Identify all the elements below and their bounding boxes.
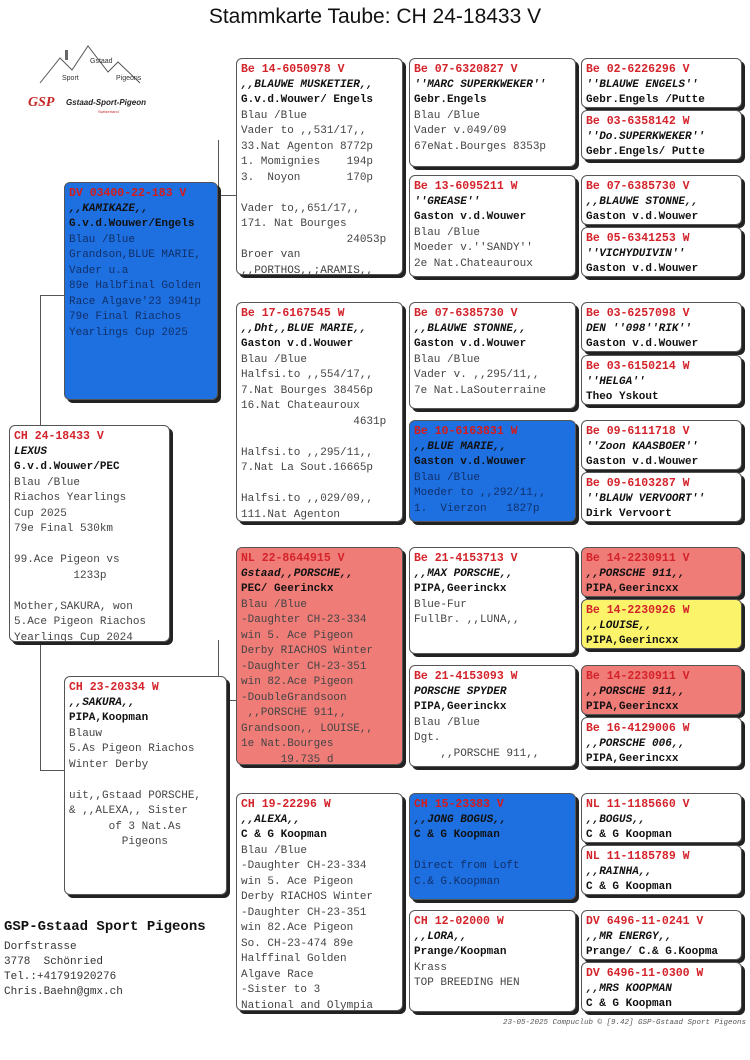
pigeon-name: ,,KAMIKAZE,, xyxy=(69,202,149,215)
pigeon-card-ds-dam[interactable] xyxy=(409,665,576,767)
pigeon-name: LEXUS xyxy=(14,445,48,458)
pigeon-owner: Prange/Koopman xyxy=(414,946,507,958)
pigeon-card-dam-dam[interactable] xyxy=(236,793,403,1011)
club-name: GSP-Gstaad Sport Pigeons xyxy=(4,919,206,935)
ring-number: Be 09-6111718 V xyxy=(586,425,690,438)
pigeon-card-gen4-13[interactable] xyxy=(581,793,742,843)
pigeon-owner: Gaston v.d.Wouwer xyxy=(586,263,699,275)
pigeon-card-dam[interactable] xyxy=(64,676,227,895)
ring-number: NL 22-8644915 V xyxy=(241,552,345,565)
pigeon-name: ,,JONG BOGUS,, xyxy=(414,813,507,826)
pigeon-owner: PIPA,Geerinckx xyxy=(414,701,507,713)
pigeon-card-gen4-2[interactable] xyxy=(581,110,742,160)
pigeon-card-gen4-14[interactable] xyxy=(581,845,742,895)
pigeon-name: ''MARC SUPERKWEKER'' xyxy=(414,78,547,91)
logo-country: Switzerland xyxy=(98,109,119,114)
pigeon-owner: Dirk Vervoort xyxy=(586,508,672,520)
pigeon-owner: PEC/ Geerinckx xyxy=(241,583,334,595)
pigeon-name: PORSCHE SPYDER xyxy=(414,685,507,698)
pigeon-card-dam-sire[interactable] xyxy=(236,547,403,765)
ring-number: Be 16-4129006 W xyxy=(586,722,690,735)
pigeon-notes: Blau /Blue Vader to ,,531/17,, 33.Nat Agenton 8772p 1. Momignies 194p 3. Noyon 170p Vader to,,651/17,, 171. Nat Bourges 24053p Broer van ,,PORTHOS,,;ARAMIS,, xyxy=(241,109,387,275)
pigeon-owner: C & G Koopman xyxy=(586,829,672,841)
pigeon-card-gen4-5[interactable] xyxy=(581,302,742,352)
connector-line xyxy=(40,295,64,296)
pigeon-card-ss-dam[interactable] xyxy=(409,175,576,277)
pigeon-name: ''Do.SUPERKWEKER'' xyxy=(586,130,705,143)
pigeon-owner: PIPA,Geerinckx xyxy=(414,583,507,595)
pigeon-owner: C & G Koopman xyxy=(241,829,327,841)
pigeon-name: ,,SAKURA,, xyxy=(69,696,136,709)
ring-number: DV 6496-11-0241 V xyxy=(586,915,704,928)
pigeon-owner: G.v.d.Wouwer/Engels xyxy=(69,218,195,230)
pigeon-owner: C & G Koopman xyxy=(586,998,672,1010)
pigeon-card-sire[interactable] xyxy=(64,182,218,400)
pigeon-notes: Blau /Blue Moeder v.''SANDY'' 2e Nat.Chateauroux xyxy=(414,226,533,270)
pigeon-owner: G.v.d.Wouwer/ Engels xyxy=(241,94,374,106)
ring-number: Be 03-6150214 W xyxy=(586,360,690,373)
pigeon-card-dd-dam[interactable] xyxy=(409,910,576,1012)
ring-number: Be 07-6320827 V xyxy=(414,63,518,76)
ring-number: CH 24-18433 V xyxy=(14,430,104,443)
pigeon-card-gen4-16[interactable] xyxy=(581,962,742,1012)
ring-number: DV 6496-11-0300 W xyxy=(586,967,704,980)
pigeon-card-gen4-10[interactable] xyxy=(581,599,742,649)
pigeon-card-gen4-6[interactable] xyxy=(581,355,742,405)
ring-number: Be 09-6103287 W xyxy=(586,477,690,490)
ring-number: Be 03-6257098 V xyxy=(586,307,690,320)
pigeon-name: ,,BLAUWE STONNE,, xyxy=(414,322,527,335)
pigeon-notes: Blau /Blue Grandson,BLUE MARIE, Vader u.a 89e Halbfinal Golden Race Algave'23 3941p 79e Final Riachos Yearlings Cup 2025 xyxy=(69,233,202,339)
connector-line xyxy=(218,195,236,196)
logo-gstaad-word: Gstaad xyxy=(90,58,113,65)
ring-number: Be 14-2230926 W xyxy=(586,604,690,617)
pigeon-owner: G.v.d.Wouwer/PEC xyxy=(14,461,120,473)
ring-number: Be 03-6358142 W xyxy=(586,115,690,128)
pigeon-card-gen4-11[interactable] xyxy=(581,665,742,715)
pigeon-name: ,,BLAUWE MUSKETIER,, xyxy=(241,78,374,91)
pigeon-owner: Gaston v.d.Wouwer xyxy=(586,456,699,468)
pigeon-card-sire-dam[interactable] xyxy=(236,302,403,522)
pigeon-owner: Gaston v.d.Wouwer xyxy=(414,338,527,350)
pigeon-owner: Gaston v.d.Wouwer xyxy=(241,338,354,350)
pigeon-owner: Prange/ C.& G.Koopma xyxy=(586,946,719,958)
pigeon-card-gen4-15[interactable] xyxy=(581,910,742,960)
pigeon-notes: Krass TOP BREEDING HEN xyxy=(414,961,520,989)
ring-number: Be 21-4153713 V xyxy=(414,552,518,565)
pigeon-name: ''VICHYDUIVIN'' xyxy=(586,247,686,260)
pigeon-notes: Blau /Blue Moeder to ,,292/11,, 1. Vierzon 1827p xyxy=(414,471,547,515)
pigeon-owner: PIPA,Geerincxx xyxy=(586,583,679,595)
ring-number: Be 13-6095211 W xyxy=(414,180,518,193)
pigeon-name: ,,MRS KOOPMAN xyxy=(586,982,672,995)
pigeon-name: ,,ALEXA,, xyxy=(241,813,301,826)
pigeon-notes: Blue-Fur FullBr. ,,LUNA,, xyxy=(414,598,520,626)
pigeon-name: ''Zoon KAASBOER'' xyxy=(586,440,699,453)
logo-name: Gstaad-Sport-Pigeon xyxy=(66,98,147,107)
pigeon-name: ,,BLAUWE STONNE,, xyxy=(586,195,699,208)
ring-number: NL 11-1185789 W xyxy=(586,850,690,863)
logo-pigeons-word: Pigeons xyxy=(116,75,142,82)
ring-number: Be 02-6226296 V xyxy=(586,63,690,76)
pigeon-notes: Blau /Blue Dgt. ,,PORSCHE 911,, xyxy=(414,716,540,760)
pigeon-owner: C & G Koopman xyxy=(414,829,500,841)
ring-number: NL 11-1185660 V xyxy=(586,798,690,811)
pigeon-card-ss-sire[interactable] xyxy=(409,58,576,167)
software-credit: 23-05-2025 Compuclub © [9.42] GSP-Gstaad Sport Pigeons xyxy=(502,1019,746,1027)
pigeon-card-sd-sire[interactable] xyxy=(409,302,576,409)
mountain-logo-icon xyxy=(20,38,160,128)
ring-number: Be 07-6385730 V xyxy=(414,307,518,320)
pigeon-name: ,,LOUISE,, xyxy=(586,619,653,632)
logo-abbr: GSP xyxy=(28,95,55,110)
pigeon-notes: Blau /Blue Riachos Yearlings Cup 2025 79e Final 530km 99.Ace Pigeon vs 1233p Mother,SAKURA, won 5.Ace Pigeon Riachos Yearlings Cup 2024 xyxy=(14,476,147,642)
pigeon-owner: Gebr.Engels xyxy=(414,94,487,106)
pigeon-owner: Gaston v.d.Wouwer xyxy=(586,338,699,350)
pigeon-card-dd-sire[interactable] xyxy=(409,793,576,900)
pigeon-name: ''BLAUW VERVOORT'' xyxy=(586,492,705,505)
ring-number: Be 14-2230911 V xyxy=(586,552,690,565)
pigeon-card-subject[interactable] xyxy=(9,425,170,642)
pigeon-name: ,,RAINHA,, xyxy=(586,865,653,878)
ring-number: CH 15-23383 V xyxy=(414,798,504,811)
pigeon-notes: Blau /Blue Vader v.049/09 67eNat.Bourges 8353p xyxy=(414,109,547,153)
ring-number: Be 05-6341253 W xyxy=(586,232,690,245)
pigeon-owner: Gebr.Engels/ Putte xyxy=(586,146,705,158)
pigeon-name: ,,PORSCHE 911,, xyxy=(586,685,686,698)
pigeon-owner: Gaston v.d.Wouwer xyxy=(414,456,527,468)
pigeon-owner: Gaston v.d.Wouwer xyxy=(414,211,527,223)
logo-sport-word: Sport xyxy=(62,75,79,82)
pigeon-name: ,,MAX PORSCHE,, xyxy=(414,567,514,580)
connector-line xyxy=(40,642,41,770)
pigeon-name: DEN ''098''RIK'' xyxy=(586,322,692,335)
connector-line xyxy=(218,140,219,330)
pigeon-card-ds-sire[interactable] xyxy=(409,547,576,654)
pigeon-card-gen4-9[interactable] xyxy=(581,547,742,597)
ring-number: Be 07-6385730 V xyxy=(586,180,690,193)
pigeon-name: ,,BOGUS,, xyxy=(586,813,646,826)
connector-line xyxy=(40,295,41,425)
pigeon-notes: Blau /Blue Vader v. ,,295/11,, 7e Nat.LaSouterraine xyxy=(414,353,547,397)
club-address: Dorfstrasse 3778 Schönried Tel.:+41791920276 Chris.Baehn@gmx.ch xyxy=(4,941,123,998)
ring-number: DV 03400-22-183 V xyxy=(69,187,187,200)
pigeon-owner: PIPA,Geerincxx xyxy=(586,701,679,713)
pigeon-owner: Gebr.Engels /Putte xyxy=(586,94,705,106)
pigeon-card-gen4-12[interactable] xyxy=(581,717,742,767)
club-logo xyxy=(20,38,160,128)
pigeon-owner: Theo Yskout xyxy=(586,391,659,403)
pigeon-owner: PIPA,Geerincxx xyxy=(586,753,679,765)
pigeon-card-gen4-4[interactable] xyxy=(581,227,742,277)
pigeon-owner: C & G Koopman xyxy=(586,881,672,893)
ring-number: Be 21-4153093 W xyxy=(414,670,518,683)
pigeon-notes: Blau /Blue -Daughter CH-23-334 win 5. Ace Pigeon Derby RIACHOS Winter -Daughter CH-23-351 win 82.Ace Pigeon So. CH-23-474 89e Halffinal Golden Algave Race -Sister to 3 National and Olympia xyxy=(241,844,374,1011)
pigeon-card-gen4-1[interactable] xyxy=(581,58,742,108)
pigeon-name: ,,Dht,,BLUE MARIE,, xyxy=(241,322,367,335)
connector-line xyxy=(40,770,64,771)
pigeon-notes: Blau /Blue Halfsi.to ,,554/17,, 7.Nat Bourges 38456p 16.Nat Chateauroux 4631p Halfsi.to ,,295/11,, 7.Nat La Sout.16665p Halfsi.to ,,029/09,, 111.Nat Agenton xyxy=(241,353,387,521)
pigeon-name: ''HELGA'' xyxy=(586,375,646,388)
pigeon-owner: PIPA,Koopman xyxy=(69,712,149,724)
pigeon-name: ,,PORSCHE 911,, xyxy=(586,567,686,580)
ring-number: CH 23-20334 W xyxy=(69,681,159,694)
pigeon-name: ,,BLUE MARIE,, xyxy=(414,440,507,453)
pigeon-card-sd-dam[interactable] xyxy=(409,420,576,522)
pigeon-name: ''GREASE'' xyxy=(414,195,481,208)
pigeon-name: ,,PORSCHE 006,, xyxy=(586,737,686,750)
ring-number: Be 17-6167545 W xyxy=(241,307,345,320)
pigeon-notes: Blauw 5.As Pigeon Riachos Winter Derby uit,,Gstaad PORSCHE, & ,,ALEXA,, Sister of 3 Nat.As Pigeons xyxy=(69,727,202,848)
pigeon-card-gen4-8[interactable] xyxy=(581,472,742,522)
pigeon-card-gen4-3[interactable] xyxy=(581,175,742,225)
ring-number: Be 10-6163831 W xyxy=(414,425,518,438)
pigeon-notes: Blau /Blue -Daughter CH-23-334 win 5. Ace Pigeon Derby RIACHOS Winter -Daughter CH-23-351 win 82.Ace Pigeon -DoubleGrandsoon ,,PORSCHE 911,, Grandsoon,, LOUISE,, 1e Nat.Bourges 19.735 d xyxy=(241,598,374,765)
pigeon-owner: Gaston v.d.Wouwer xyxy=(586,211,699,223)
page-title: Stammkarte Taube: CH 24-18433 V xyxy=(208,5,542,28)
pigeon-owner: PIPA,Geerincxx xyxy=(586,635,679,647)
pigeon-card-gen4-7[interactable] xyxy=(581,420,742,470)
ring-number: CH 19-22296 W xyxy=(241,798,331,811)
pigeon-card-sire-sire[interactable] xyxy=(236,58,403,275)
pigeon-name: ,,MR ENERGY,, xyxy=(586,930,672,943)
pigeon-notes: Direct from Loft C.& G.Koopman xyxy=(414,860,520,888)
pigeon-name: ''BLAUWE ENGELS'' xyxy=(586,78,699,91)
pigeon-name: Gstaad,,PORSCHE,, xyxy=(241,567,354,580)
ring-number: CH 12-02000 W xyxy=(414,915,504,928)
ring-number: Be 14-6050978 V xyxy=(241,63,345,76)
pigeon-name: ,,LORA,, xyxy=(414,930,467,943)
ring-number: Be 14-2230911 V xyxy=(586,670,690,683)
